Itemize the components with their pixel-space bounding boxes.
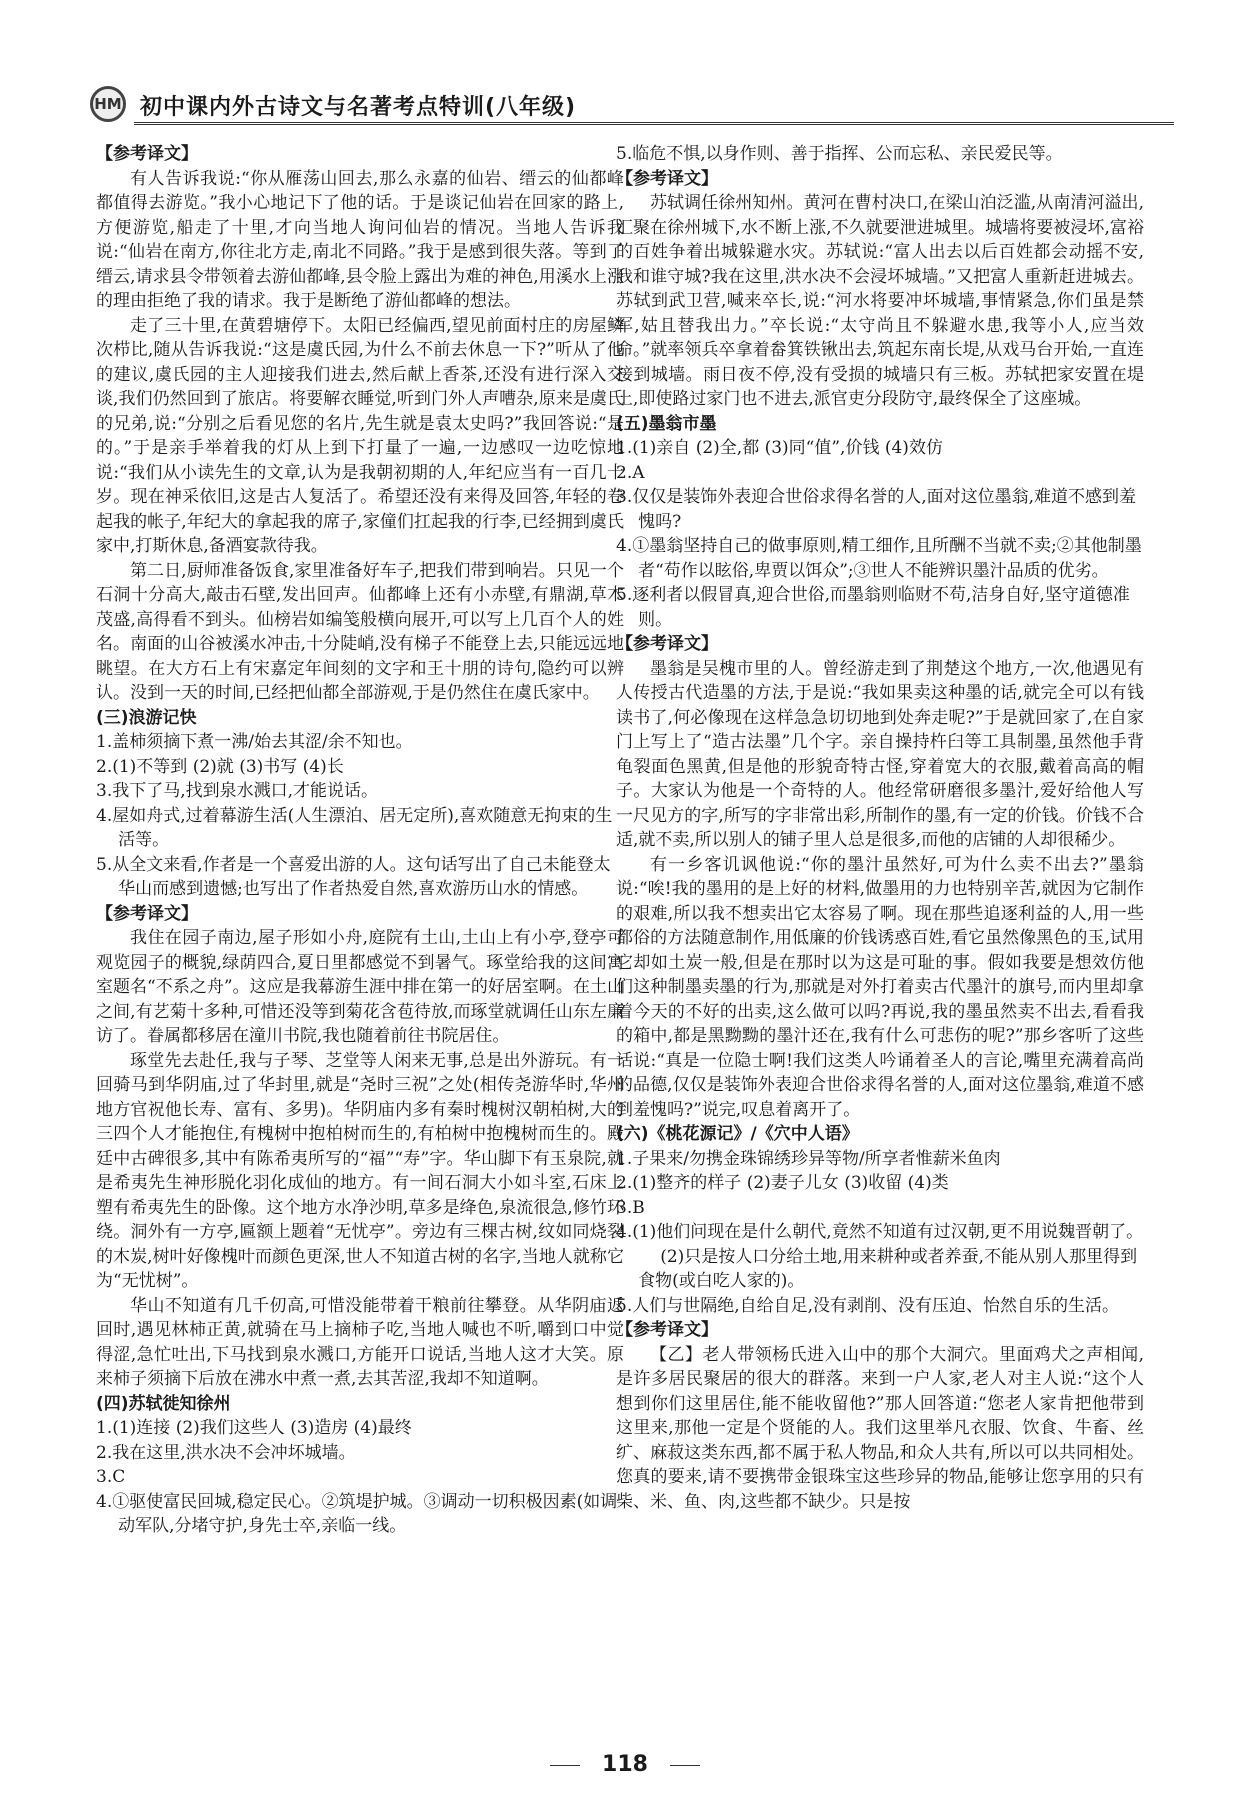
answer-item: 5.逐利者以假冒真,迎合世俗,而墨翁则临财不苟,洁身自好,坚守道德准则。	[616, 585, 1130, 630]
answer-item: 3.仅仅是装饰外表迎合世俗求得名誉的人,面对这位墨翁,难道不感到羞愧吗?	[616, 487, 1137, 532]
paragraph: 有人告诉我说:“你从雁荡山回去,那么永嘉的仙岩、缙云的仙都峰都值得去游览。”我小心地记下了他的话。于是谈记仙岩在回家的路上,方便游览,船走了十里,才向当地人询问仙岩的情况。当地人告诉我说:“仙岩在南方,你往北方走,南北不同路。”我于是感到很失落。等到了缙云,请求县令带领着去游仙都峰,县令脸上露出为难的神色,用溪水上涨的理由拒绝了我的请求。我于是断绝了游仙都峰的想法。	[96, 168, 624, 311]
paragraph: 我住在园子南边,屋子形如小舟,庭院有土山,土山上有小亭,登亭可观览园子的概貌,绿荫四合,夏日里都感觉不到暑气。琢堂给我的这间寓室题名“不系之舟”。这应是我幕游生涯中排在第一的好居室啊。在土山之间,有艺菊十多种,可惜还没等到菊花含苞待放,而琢堂就调任山东左廉访了。眷属都移居在潼川书院,我也随着前往书院居住。	[96, 928, 624, 1046]
answer-item: 5.人们与世隔绝,自给自足,没有剥削、没有压迫、怡然自乐的生活。	[616, 1295, 1120, 1316]
paragraph: 琢堂先去赴任,我与子琴、芝堂等人闲来无事,总是出外游玩。有一回骑马到华阴庙,过了华封里,就是“尧时三祝”之处(相传尧游华时,华州地方官祝他长寿、富有、多男)。华阴庙内多有秦时槐树汉朝柏树,大的三四个人才能抱住,有槐树中抱柏树而生的,有柏树中抱槐树而生的。殿廷中古碑很多,其中有陈希夷所写的“福”“寿”字。华山脚下有玉泉院,就是希夷先生神形脱化羽化成仙的地方。有一间石洞大小如斗室,石床上塑有希夷先生的卧像。这个地方水净沙明,草多是绛色,泉流很急,修竹环绕。洞外有一方亭,匾额上题着“无忧亭”。旁边有三棵古树,纹如同烧裂的木炭,树叶好像槐叶而颜色更深,世人不知道古树的名字,当地人就称它为“无忧树”。	[96, 1050, 624, 1291]
answer-subitem: (2)只是按人口分给土地,用来耕种或者养蚕,不能从别人那里得到食物(或白吃人家的)。	[638, 1246, 1138, 1291]
section-title: (六)《桃花源记》/《穴中人语》	[616, 1124, 859, 1144]
paragraph: 墨翁是吴槐市里的人。曾经游走到了荆楚这个地方,一次,他遇见有人传授古代造墨的方法,于是说:“我如果卖这种墨的话,就完全可以有钱读书了,何必像现在这样急急切切地到处奔走呢?”于是就回家了,在自家门上写上了“造古法墨”几个字。亲自操持杵臼等工具制墨,虽然他手背龟裂面色黑黄,但是他的形貌奇特古怪,穿着宽大的衣服,戴着高高的帽子。大家认为他是一个奇特的人。他经常研磨很多墨汁,爱好给他人写一尺见方的字,所写的字非常出彩,所制作的墨,有一定的价钱。价钱不合适,就不卖,所以别人的铺子里人总是很多,而他的店铺的人却很稀少。	[616, 658, 1144, 850]
publisher-logo: HM	[90, 86, 126, 122]
paragraph: 有一乡客讥讽他说:“你的墨汁虽然好,可为什么卖不出去?”墨翁说:“唉!我的墨用的是上好的材料,做墨用的力也特别辛苦,就因为它制作的艰难,所以我不想卖出它太容易了啊。现在那些追逐利益的人,用一些都俗的方法随意制作,用低廉的价钱诱惑百姓,看它虽然像黑色的玉,试用它却如土炭一般,但是在那时以为这是可耻的事。假如我要是想效仿他们这种制墨卖墨的行为,那就是对外打着卖古代墨汁的旗号,而内里却拿着今天的不好的出卖,这么做可以吗?再说,我的墨虽然卖不出去,看看我的箱中,都是黑黝黝的墨汁还在,我有什么可悲伤的呢?”那乡客听了这些话说:“真是一位隐士啊!我们这类人吟诵着圣人的言论,嘴里充满着高尚的品德,仅仅是装饰外表迎合世俗求得名誉的人,面对这位墨翁,难道不感到羞愧吗?”说完,叹息着离开了。	[616, 854, 1144, 1120]
paragraph: 第二日,厨师准备饭食,家里准备好车子,把我们带到响岩。只见一个石洞十分高大,敲击石壁,发出回声。仙都峰上还有小赤壁,有鼎湖,草木茂盛,高得看不到头。仙榜岩如编笺般横向展开,可以写上几百个人的姓名。南面的山谷被溪水冲击,十分陡峭,没有梯子不能登上去,只能远远地眺望。在大方石上有宋嘉定年间刻的文字和王十朋的诗句,隐约可以辨认。没到一天的时间,已经把仙都全部游观,于是仍然住在虞氏家中。	[96, 560, 624, 703]
answer-item: 5.临危不惧,以身作则、善于指挥、公而忘私、亲民爱民等。	[616, 144, 1063, 164]
answer-item: 2.A	[616, 462, 645, 483]
footer-dash-left	[550, 1765, 580, 1766]
answer-item: 3.我下了马,找到泉水溅口,才能说话。	[96, 781, 379, 801]
left-column	[96, 142, 624, 1717]
translation-heading: 【参考译文】	[96, 144, 198, 164]
answer-item: 3.B	[616, 1197, 645, 1218]
answer-item: 1.(1)连接 (2)我们这些人 (3)造房 (4)最终	[96, 1418, 412, 1438]
translation-heading: 【参考译文】	[96, 903, 198, 924]
paragraph: 走了三十里,在黄碧塘停下。太阳已经偏西,望见前面村庄的房屋鳞次栉比,随从告诉我说:“这是虞氏园,为什么不前去休息一下?”听从了他的建议,虞氏园的主人迎接我们进去,然后献上香茶,还没有进行深入交谈,我们仍然回到了旅店。将要解衣睡觉,听到门外人声嘈杂,原来是虞氏的兄弟,说:“分别之后看见您的名片,先生就是袁太史吗?”我回答说:“是的。”于是亲手举着我的灯从上到下打量了一遍,一边感叹一边吃惊地说:“我们从小读先生的文章,认为是我朝初期的人,年纪应当有一百几十岁。现在神采依旧,这是古人复活了。希望还没有来得及回答,年轻的卷起我的帐子,年纪大的拿起我的席子,家僮们扛起我的行李,已经拥到虞氏家中,打斯休息,备酒宴款待我。	[96, 315, 624, 556]
page-header	[84, 82, 1174, 126]
right-column	[616, 142, 1144, 1717]
section-title: (四)苏轼徙知徐州	[96, 1393, 231, 1414]
header-rule	[134, 122, 1174, 125]
answer-item: 5.从全文来看,作者是一个喜爱出游的人。这句话写出了自己未能登太华山而感到遗憾;也写出了作者热爱自然,喜欢游历山水的情感。	[96, 854, 611, 899]
page-number: 118	[602, 1752, 648, 1777]
answer-item: 2.我在这里,洪水决不会冲坏城墙。	[96, 1442, 356, 1463]
translation-heading: 【参考译文】	[616, 168, 718, 189]
answer-item: 2.(1)不等到 (2)就 (3)书写 (4)长	[96, 756, 344, 777]
paragraph: 【乙】老人带领杨氏进入山中的那个大洞穴。里面鸡犬之声相闻,是许多居民聚居的很大的群落。来到一户人家,老人对主人说:“这个人想到你们这里居住,能不能收留他?”那人回答道:“您老人家肯把他带到这里来,那他一定是个贤能的人。我们这里举凡衣服、饮食、牛畜、丝纩、麻菽这类东西,都不属于私人物品,和众人共有,所以可以共同相处。您真的要来,请不要携带金银珠宝这些珍异的物品,能够让您享用的只有柴、米、鱼、肉,这些都不缺少。只是按	[616, 1344, 1144, 1512]
section-title: (五)墨翁市墨	[616, 413, 717, 434]
page-footer	[0, 1752, 1250, 1777]
answer-item: 3.C	[96, 1467, 126, 1487]
section-title: (三)浪游记快	[96, 707, 197, 728]
translation-heading: 【参考译文】	[616, 634, 718, 654]
answer-item: 4.屋如舟式,过着幕游生活(人生漂泊、居无定所),喜欢随意无拘束的生活等。	[96, 805, 613, 850]
translation-heading: 【参考译文】	[616, 1320, 718, 1340]
answer-item: 1.(1)亲自 (2)全,都 (3)同“值”,价钱 (4)效仿	[616, 438, 943, 458]
book-title: 初中课内外古诗文与名著考点特训(八年级)	[140, 95, 577, 120]
paragraph: 华山不知道有几千仞高,可惜没能带着干粮前往攀登。从华阴庙返回时,遇见林柿正黄,就骑在马上摘柿子吃,当地人喊也不听,嚼到口中觉得涩,急忙吐出,下马找到泉水溅口,方能开口说话,当地人这才大笑。原来柿子须摘下后放在沸水中煮一煮,去其苦涩,我却不知道啊。	[96, 1295, 624, 1389]
answer-item: 4.①墨翁坚持自己的做事原则,精工细作,且所酬不当就不卖;②其他制墨者“苟作以眩俗,卑贾以饵众”;③世人不能辨识墨汁品质的优劣。	[616, 536, 1142, 581]
footer-dash-right	[670, 1765, 700, 1766]
paragraph: 苏轼调任徐州知州。黄河在曹村决口,在梁山泊泛滥,从南清河溢出,汇聚在徐州城下,水不断上涨,不久就要泄进城里。城墙将要被浸坏,富裕的百姓争着出城躲避水灾。苏轼说:“富人出去以后百姓都会动摇不安,我和谁守城?我在这里,洪水决不会浸坏城墙。”又把富人重新赶进城去。苏轼到武卫营,喊来卒长,说:“河水将要冲坏城墙,事情紧急,你们虽是禁军,姑且替我出力。”卒长说:“太守尚且不躲避水患,我等小人,应当效命。”就率领兵卒拿着畚箕铁锹出去,筑起东南长堤,从戏马台开始,一直连接到城墙。雨日夜不停,没有受损的城墙只有三板。苏轼把家安置在堤上,即使路过家门也不进去,派官吏分段防守,最终保全了这座城。	[616, 193, 1144, 409]
answer-item: 1.盖柿须摘下煮一沸/始去其涩/余不知也。	[96, 732, 413, 752]
answer-item: 1.子果来/勿携金珠锦绣珍异等物/所享者惟薪米鱼肉	[616, 1148, 1001, 1169]
answer-item: 4.(1)他们问现在是什么朝代,竟然不知道有过汉朝,更不用说魏晋朝了。	[616, 1222, 1144, 1242]
answer-item: 2.(1)整齐的样子 (2)妻子儿女 (3)收留 (4)类	[616, 1173, 949, 1193]
answer-item: 4.①驱使富民回城,稳定民心。②筑堤护城。③调动一切积极因素(如调动军队,分堵守护,身先士卒,亲临一线。	[96, 1491, 618, 1536]
